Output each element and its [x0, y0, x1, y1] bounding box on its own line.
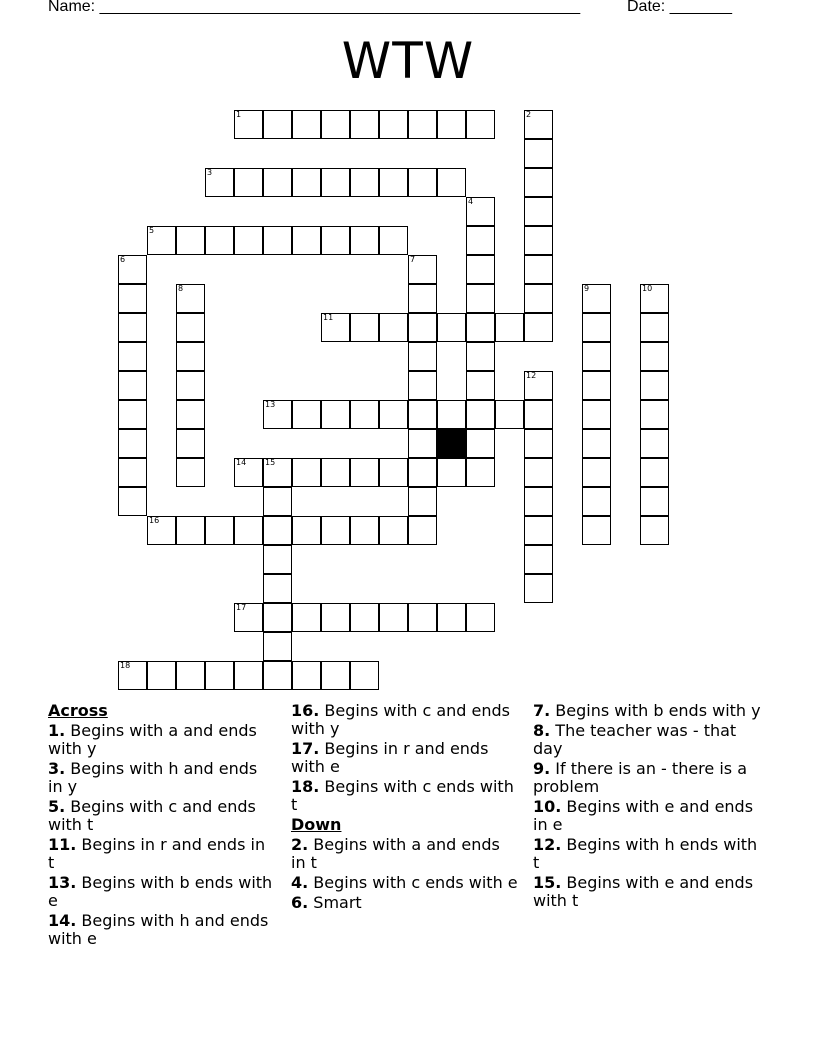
grid-cell[interactable] [466, 429, 495, 458]
clue-item-text: Smart [308, 893, 362, 912]
grid-cell[interactable] [234, 110, 263, 139]
grid-cell[interactable] [321, 516, 350, 545]
grid-cell[interactable] [176, 284, 205, 313]
clue-item [533, 760, 761, 796]
clue-number: 13 [265, 400, 276, 409]
down-heading: Down [291, 815, 342, 834]
grid-cell[interactable] [350, 661, 379, 690]
grid-cell[interactable] [379, 226, 408, 255]
clue-item [291, 702, 519, 738]
grid-cell[interactable] [582, 458, 611, 487]
grid-cell[interactable] [321, 313, 350, 342]
clue-item-number: 2. [291, 835, 309, 854]
grid-cell[interactable] [495, 313, 524, 342]
grid-cell[interactable] [408, 342, 437, 371]
grid-cell[interactable] [524, 197, 553, 226]
grid-cell[interactable] [640, 458, 669, 487]
grid-cell[interactable] [263, 226, 292, 255]
clue-item-number: 6. [291, 893, 309, 912]
clue-item [48, 874, 276, 910]
grid-cell[interactable] [408, 110, 437, 139]
grid-cell[interactable] [408, 458, 437, 487]
clue-number: 10 [642, 284, 653, 293]
clue-item-text: Begins with b ends with y [550, 701, 761, 720]
grid-cell[interactable] [640, 284, 669, 313]
clue-item [291, 778, 519, 814]
clue-item-number: 13. [48, 873, 77, 892]
grid-cell[interactable] [321, 603, 350, 632]
grid-cell[interactable] [234, 168, 263, 197]
grid-cell[interactable] [118, 400, 147, 429]
grid-cell[interactable] [524, 371, 553, 400]
grid-cell[interactable] [640, 371, 669, 400]
grid-cell[interactable] [292, 661, 321, 690]
clue-column-1 [48, 702, 276, 950]
clue-item-text: Begins with a and ends in t [291, 835, 500, 872]
clue-number: 18 [120, 661, 131, 670]
grid-cell[interactable] [408, 487, 437, 516]
grid-cell[interactable] [582, 284, 611, 313]
clue-number: 5 [149, 226, 155, 235]
grid-cell[interactable] [379, 603, 408, 632]
date-label: Date: [627, 0, 670, 15]
clue-item-text: Begins in r and ends in t [48, 835, 266, 872]
grid-cell[interactable] [524, 110, 553, 139]
grid-cell[interactable] [118, 371, 147, 400]
grid-cell[interactable] [176, 400, 205, 429]
grid-cell[interactable] [408, 313, 437, 342]
grid-cell[interactable] [524, 545, 553, 574]
clue-item-text: Begins with h ends with t [533, 835, 758, 872]
clue-item [533, 702, 761, 720]
clue-item-text: Begins with c and ends with t [48, 797, 256, 834]
grid-cell[interactable] [118, 255, 147, 284]
clue-number: 15 [265, 458, 276, 467]
grid-cell[interactable] [466, 371, 495, 400]
clue-item-number: 7. [533, 701, 551, 720]
grid-cell[interactable] [263, 168, 292, 197]
grid-cell[interactable] [263, 661, 292, 690]
grid-cell[interactable] [466, 603, 495, 632]
grid-cell[interactable] [350, 516, 379, 545]
grid-cell[interactable] [118, 284, 147, 313]
grid-cell[interactable] [292, 168, 321, 197]
grid-cell[interactable] [176, 342, 205, 371]
clue-item-text: Begins with a and ends with y [48, 721, 257, 758]
grid-cell[interactable] [118, 429, 147, 458]
clue-item-number: 15. [533, 873, 562, 892]
grid-cell[interactable] [524, 429, 553, 458]
grid-cell[interactable] [147, 661, 176, 690]
grid-cell[interactable] [524, 574, 553, 603]
grid-cell[interactable] [640, 487, 669, 516]
grid-cell[interactable] [640, 313, 669, 342]
clue-item-text: Begins in r and ends with e [291, 739, 489, 776]
across-heading: Across [48, 701, 108, 720]
grid-cell[interactable] [582, 429, 611, 458]
grid-cell[interactable] [350, 313, 379, 342]
clue-number: 9 [584, 284, 590, 293]
clue-item-number: 12. [533, 835, 562, 854]
grid-cell[interactable] [234, 661, 263, 690]
grid-cell[interactable] [350, 400, 379, 429]
grid-cell[interactable] [524, 487, 553, 516]
grid-cell[interactable] [379, 168, 408, 197]
down-clue-list [291, 836, 519, 912]
clue-item [291, 894, 519, 912]
grid-cell[interactable] [118, 458, 147, 487]
grid-cell[interactable] [176, 516, 205, 545]
grid-cell[interactable] [176, 371, 205, 400]
grid-cell[interactable] [408, 429, 437, 458]
grid-cell[interactable] [379, 458, 408, 487]
clue-item [533, 722, 761, 758]
grid-cell[interactable] [408, 516, 437, 545]
clue-item-number: 9. [533, 759, 551, 778]
clue-item-number: 17. [291, 739, 320, 758]
grid-cell[interactable] [437, 603, 466, 632]
grid-cell[interactable] [176, 661, 205, 690]
across-clue-list [48, 722, 276, 948]
grid-cell[interactable] [176, 458, 205, 487]
grid-cell[interactable] [408, 255, 437, 284]
clue-number: 11 [323, 313, 334, 322]
grid-cell[interactable] [524, 168, 553, 197]
grid-cell[interactable] [263, 603, 292, 632]
grid-cell[interactable] [524, 226, 553, 255]
grid-cell[interactable] [437, 313, 466, 342]
grid-cell[interactable] [263, 545, 292, 574]
grid-cell[interactable] [640, 342, 669, 371]
grid-cell[interactable] [495, 400, 524, 429]
clue-item-number: 3. [48, 759, 66, 778]
grid-cell[interactable] [205, 661, 234, 690]
grid-cell[interactable] [350, 458, 379, 487]
grid-cell[interactable] [118, 661, 147, 690]
across-clue-list-continued [291, 702, 519, 814]
clue-item-text: Begins with c ends with e [308, 873, 518, 892]
clue-column-2 [291, 702, 519, 914]
grid-cell[interactable] [205, 516, 234, 545]
grid-cell[interactable] [321, 661, 350, 690]
grid-cell[interactable] [205, 168, 234, 197]
grid-cell[interactable] [321, 168, 350, 197]
grid-cell[interactable] [292, 458, 321, 487]
name-line[interactable]: ______________________________________________________ [99, 0, 581, 15]
grid-cell[interactable] [640, 516, 669, 545]
grid-cell[interactable] [408, 400, 437, 429]
grid-cell[interactable] [292, 400, 321, 429]
grid-cell[interactable] [118, 342, 147, 371]
grid-cell[interactable] [466, 197, 495, 226]
clue-number: 14 [236, 458, 247, 467]
clue-item [48, 760, 276, 796]
grid-cell[interactable] [234, 458, 263, 487]
puzzle-title: WTW [341, 32, 475, 90]
clue-number: 1 [236, 110, 242, 119]
grid-cell[interactable] [263, 110, 292, 139]
grid-cell[interactable] [263, 487, 292, 516]
clue-item [533, 798, 761, 834]
grid-cell[interactable] [263, 632, 292, 661]
grid-cell[interactable] [640, 400, 669, 429]
clue-item [533, 836, 761, 872]
grid-cell[interactable] [321, 458, 350, 487]
clue-item-number: 18. [291, 777, 320, 796]
clue-item-number: 10. [533, 797, 562, 816]
grid-cell[interactable] [292, 603, 321, 632]
grid-cell[interactable] [118, 313, 147, 342]
grid-cell[interactable] [292, 226, 321, 255]
clue-item-number: 1. [48, 721, 66, 740]
grid-cell[interactable] [263, 400, 292, 429]
grid-cell[interactable] [524, 400, 553, 429]
grid-cell[interactable] [147, 226, 176, 255]
grid-cell[interactable] [408, 284, 437, 313]
grid-cell[interactable] [582, 487, 611, 516]
clue-item-text: Begins with e and ends in e [533, 797, 754, 834]
grid-cell[interactable] [582, 342, 611, 371]
grid-cell[interactable] [321, 400, 350, 429]
clue-item [48, 912, 276, 948]
name-label: Name: [48, 0, 100, 15]
grid-cell[interactable] [524, 139, 553, 168]
grid-cell[interactable] [466, 110, 495, 139]
grid-cell[interactable] [350, 110, 379, 139]
clue-item-text: If there is an - there is a problem [533, 759, 747, 796]
grid-cell[interactable] [234, 603, 263, 632]
clue-item-text: Begins with c ends with t [291, 777, 514, 814]
clue-item-number: 4. [291, 873, 309, 892]
grid-cell[interactable] [292, 110, 321, 139]
grid-cell[interactable] [466, 342, 495, 371]
grid-cell[interactable] [524, 458, 553, 487]
grid-cell[interactable] [292, 516, 321, 545]
grid-cell[interactable] [408, 371, 437, 400]
grid-cell[interactable] [466, 458, 495, 487]
clue-item-number: 14. [48, 911, 77, 930]
down-clue-list-continued [533, 702, 761, 910]
clue-item-text: Begins with h and ends with e [48, 911, 269, 948]
clue-item [48, 722, 276, 758]
grid-cell[interactable] [466, 255, 495, 284]
grid-cell[interactable] [524, 516, 553, 545]
grid-cell[interactable] [524, 313, 553, 342]
grid-cell[interactable] [263, 516, 292, 545]
grid-cell[interactable] [263, 458, 292, 487]
grid-cell[interactable] [582, 516, 611, 545]
clue-number: 7 [410, 255, 416, 264]
grid-cell[interactable] [263, 574, 292, 603]
clue-item-number: 11. [48, 835, 77, 854]
clue-item [291, 836, 519, 872]
grid-cell[interactable] [582, 400, 611, 429]
grid-cell[interactable] [176, 226, 205, 255]
clue-item-number: 16. [291, 701, 320, 720]
grid-cell[interactable] [350, 226, 379, 255]
grid-cell[interactable] [379, 400, 408, 429]
clue-item [291, 874, 519, 892]
grid-cell[interactable] [379, 313, 408, 342]
clue-item [48, 798, 276, 834]
clue-item [291, 740, 519, 776]
clue-number: 4 [468, 197, 474, 206]
date-line[interactable]: _______ [669, 0, 732, 15]
grid-cell[interactable] [205, 226, 234, 255]
clue-item-number: 8. [533, 721, 551, 740]
black-cell [437, 429, 466, 458]
grid-cell[interactable] [408, 603, 437, 632]
clue-column-3 [533, 702, 761, 912]
clue-number: 8 [178, 284, 184, 293]
grid-cell[interactable] [437, 168, 466, 197]
grid-cell[interactable] [321, 226, 350, 255]
grid-cell[interactable] [582, 371, 611, 400]
grid-cell[interactable] [466, 226, 495, 255]
clue-item-text: Begins with e and ends with t [533, 873, 754, 910]
grid-cell[interactable] [379, 110, 408, 139]
grid-cell[interactable] [350, 168, 379, 197]
grid-cell[interactable] [176, 313, 205, 342]
grid-cell[interactable] [379, 516, 408, 545]
clue-number: 12 [526, 371, 537, 380]
grid-cell[interactable] [234, 226, 263, 255]
clue-item-number: 5. [48, 797, 66, 816]
grid-cell[interactable] [321, 110, 350, 139]
clue-number: 3 [207, 168, 213, 177]
grid-cell[interactable] [437, 110, 466, 139]
clue-number: 2 [526, 110, 532, 119]
grid-cell[interactable] [640, 429, 669, 458]
grid-cell[interactable] [408, 168, 437, 197]
grid-cell[interactable] [437, 400, 466, 429]
clue-item-text: Begins with b ends with e [48, 873, 273, 910]
grid-cell[interactable] [234, 516, 263, 545]
grid-cell[interactable] [118, 487, 147, 516]
grid-cell[interactable] [466, 400, 495, 429]
grid-cell[interactable] [350, 603, 379, 632]
grid-cell[interactable] [176, 429, 205, 458]
grid-cell[interactable] [466, 284, 495, 313]
clue-item-text: Begins with c and ends with y [291, 701, 510, 738]
grid-cell[interactable] [466, 313, 495, 342]
clue-item-text: The teacher was - that day [533, 721, 737, 758]
clue-number: 17 [236, 603, 247, 612]
clue-item [533, 874, 761, 910]
grid-cell[interactable] [437, 458, 466, 487]
clue-number: 16 [149, 516, 160, 525]
clue-item-text: Begins with h and ends in y [48, 759, 258, 796]
grid-cell[interactable] [524, 284, 553, 313]
grid-cell[interactable] [524, 255, 553, 284]
clue-item [48, 836, 276, 872]
grid-cell[interactable] [147, 516, 176, 545]
clue-number: 6 [120, 255, 126, 264]
grid-cell[interactable] [582, 313, 611, 342]
